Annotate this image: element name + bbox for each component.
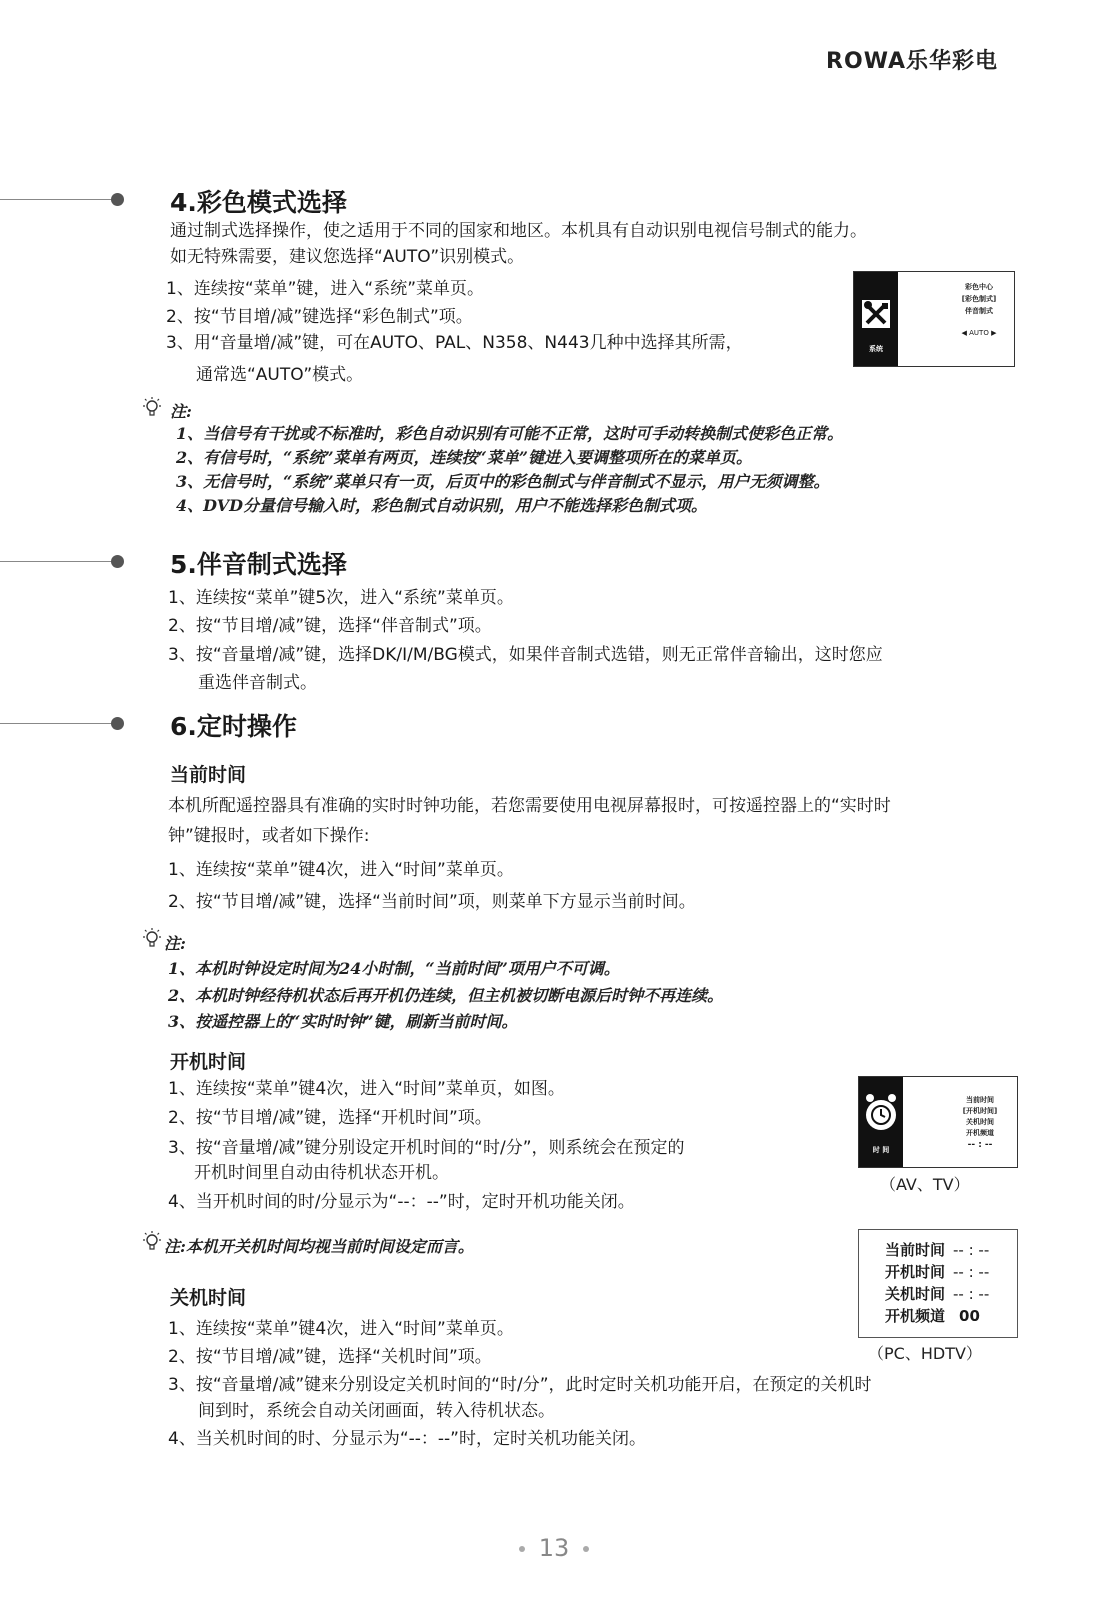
screen-line-5: -- : --: [967, 1140, 993, 1150]
cur-note-2: 2、本机时钟经待机状态后再开机仍连续，但主机被切断电源后时钟不再连续。: [168, 986, 724, 1005]
s4-note-2: 2、有信号时，“系统”菜单有两页，连续按“菜单”键进入要调整项所在的菜单页。: [176, 448, 752, 467]
on-step-1: 1、连续按“菜单”键4次，进入“时间”菜单页，如图。: [168, 1079, 565, 1099]
s4-intro-1: 通过制式选择操作，使之适用于不同的国家和地区。本机具有自动识别电视信号制式的能力。: [170, 221, 867, 241]
cur-para-2: 钟”键报时，或者如下操作:: [168, 826, 370, 846]
on-step-3a: 3、按“音量增/减”键分别设定开机时间的“时/分”，则系统会在预定的: [168, 1138, 685, 1158]
page-number: 13: [0, 1534, 1108, 1562]
cur-step-2: 2、按“节目增/减”键，选择“当前时间”项，则菜单下方显示当前时间。: [168, 892, 696, 912]
section-bullet-dot: [111, 717, 124, 730]
pc-hdtv-caption: （PC、HDTV）: [868, 1344, 982, 1363]
av-tv-caption: （AV、TV）: [880, 1175, 970, 1194]
s4-intro-2: 如无特殊需要，建议您选择“AUTO”识别模式。: [170, 247, 525, 267]
screen-line-2: [彩色制式]: [961, 295, 997, 303]
screen-sidebar: [854, 272, 898, 366]
on-step-4: 4、当开机时间的时/分显示为“--：--”时，定时开机功能关闭。: [168, 1192, 635, 1212]
off-time-heading: 关机时间: [170, 1287, 247, 1309]
section-bullet-dot: [111, 193, 124, 206]
s4-step-2: 2、按“节目增/减”键选择“彩色制式”项。: [166, 307, 473, 327]
s4-note-4: 4、DVD分量信号输入时，彩色制式自动识别，用户不能选择彩色制式项。: [176, 496, 708, 515]
screen-sidebar: [859, 1077, 903, 1167]
cur-para-1: 本机所配遥控器具有准确的实时时钟功能，若您需要使用电视屏幕报时，可按遥控器上的“实时时: [168, 796, 891, 816]
off-step-2: 2、按“节目增/减”键，选择“关机时间”项。: [168, 1347, 492, 1367]
off-step-3b: 间到时，系统会自动关闭画面，转入待机状态。: [198, 1401, 555, 1421]
table-row: 当前时间 -- : --: [885, 1241, 990, 1259]
table-row: 关机时间 -- : --: [885, 1285, 990, 1303]
brand-logo: ROWA乐华彩电: [826, 49, 998, 74]
table-row: 开机频道 00: [885, 1307, 980, 1325]
time-menu-screenshot: [858, 1076, 1018, 1168]
screen-line-4: ◀ AUTO ▶: [961, 329, 997, 337]
off-step-4: 4、当关机时间的时、分显示为“--：--”时，定时关机功能关闭。: [168, 1429, 646, 1449]
on-step-2: 2、按“节目增/减”键，选择“开机时间”项。: [168, 1108, 492, 1128]
section-6-title: 6.定时操作: [170, 712, 297, 741]
section-divider-line: [0, 199, 112, 200]
screen-line-3: 伴音制式: [965, 307, 993, 315]
screen-side-label: 系统: [869, 345, 883, 353]
on-note: 注:本机开关机时间均视当前时间设定而言。: [164, 1237, 474, 1256]
on-time-heading: 开机时间: [170, 1051, 247, 1073]
section-divider-line: [0, 723, 112, 724]
off-step-3a: 3、按“音量增/减”键来分别设定关机时间的“时/分”，此时定时关机功能开启，在预定的关机时: [168, 1375, 872, 1395]
lightbulb-icon: [142, 397, 162, 419]
cur-note-label: 注:: [164, 934, 186, 953]
screen-line-3: 关机时间: [966, 1118, 994, 1126]
s5-step-3b: 重选伴音制式。: [198, 673, 317, 693]
screen-line-2: [开机时间]: [962, 1107, 998, 1115]
screen-side-label: 时 间: [872, 1146, 890, 1154]
screen-line-1: 彩色中心: [965, 283, 993, 291]
s4-note-label: 注:: [170, 402, 192, 421]
screen-line-1: 当前时间: [966, 1096, 994, 1104]
s4-step-1: 1、连续按“菜单”键，进入“系统”菜单页。: [166, 279, 485, 299]
section-5-title: 5.伴音制式选择: [170, 550, 347, 579]
s4-step-3b: 通常选“AUTO”模式。: [196, 365, 364, 385]
on-step-3b: 开机时间里自动由待机状态开机。: [194, 1163, 449, 1183]
lightbulb-icon: [142, 928, 162, 950]
s4-note-3: 3、无信号时，“系统”菜单只有一页，后页中的彩色制式与伴音制式不显示，用户无须调整。: [176, 472, 830, 491]
section-bullet-dot: [111, 555, 124, 568]
section-divider-line: [0, 561, 112, 562]
cur-step-1: 1、连续按“菜单”键4次，进入“时间”菜单页。: [168, 860, 514, 880]
s5-step-2: 2、按“节目增/减”键，选择“伴音制式”项。: [168, 616, 492, 636]
table-row: 开机时间 -- : --: [885, 1263, 990, 1281]
lightbulb-icon: [142, 1231, 162, 1253]
s4-note-1: 1、当信号有干扰或不标准时，彩色自动识别有可能不正常，这时可手动转换制式使彩色正常。: [176, 424, 844, 443]
pc-hdtv-time-table: [858, 1229, 1018, 1338]
cur-note-1: 1、本机时钟设定时间为24小时制，“当前时间”项用户不可调。: [168, 959, 620, 978]
current-time-heading: 当前时间: [170, 764, 247, 786]
section-4-title: 4.彩色模式选择: [170, 188, 347, 217]
cur-note-3: 3、按遥控器上的“实时时钟”键，刷新当前时间。: [168, 1012, 518, 1031]
screen-line-4: 开机频道: [966, 1129, 994, 1137]
s5-step-1: 1、连续按“菜单”键5次，进入“系统”菜单页。: [168, 588, 514, 608]
s4-step-3a: 3、用“音量增/减”键，可在AUTO、PAL、N358、N443几种中选择其所需，: [166, 333, 743, 353]
s5-step-3a: 3、按“音量增/减”键，选择DK/I/M/BG模式，如果伴音制式选错，则无正常伴音输出，这时您应: [168, 645, 883, 665]
off-step-1: 1、连续按“菜单”键4次，进入“时间”菜单页。: [168, 1319, 514, 1339]
system-menu-screenshot: [853, 271, 1015, 367]
